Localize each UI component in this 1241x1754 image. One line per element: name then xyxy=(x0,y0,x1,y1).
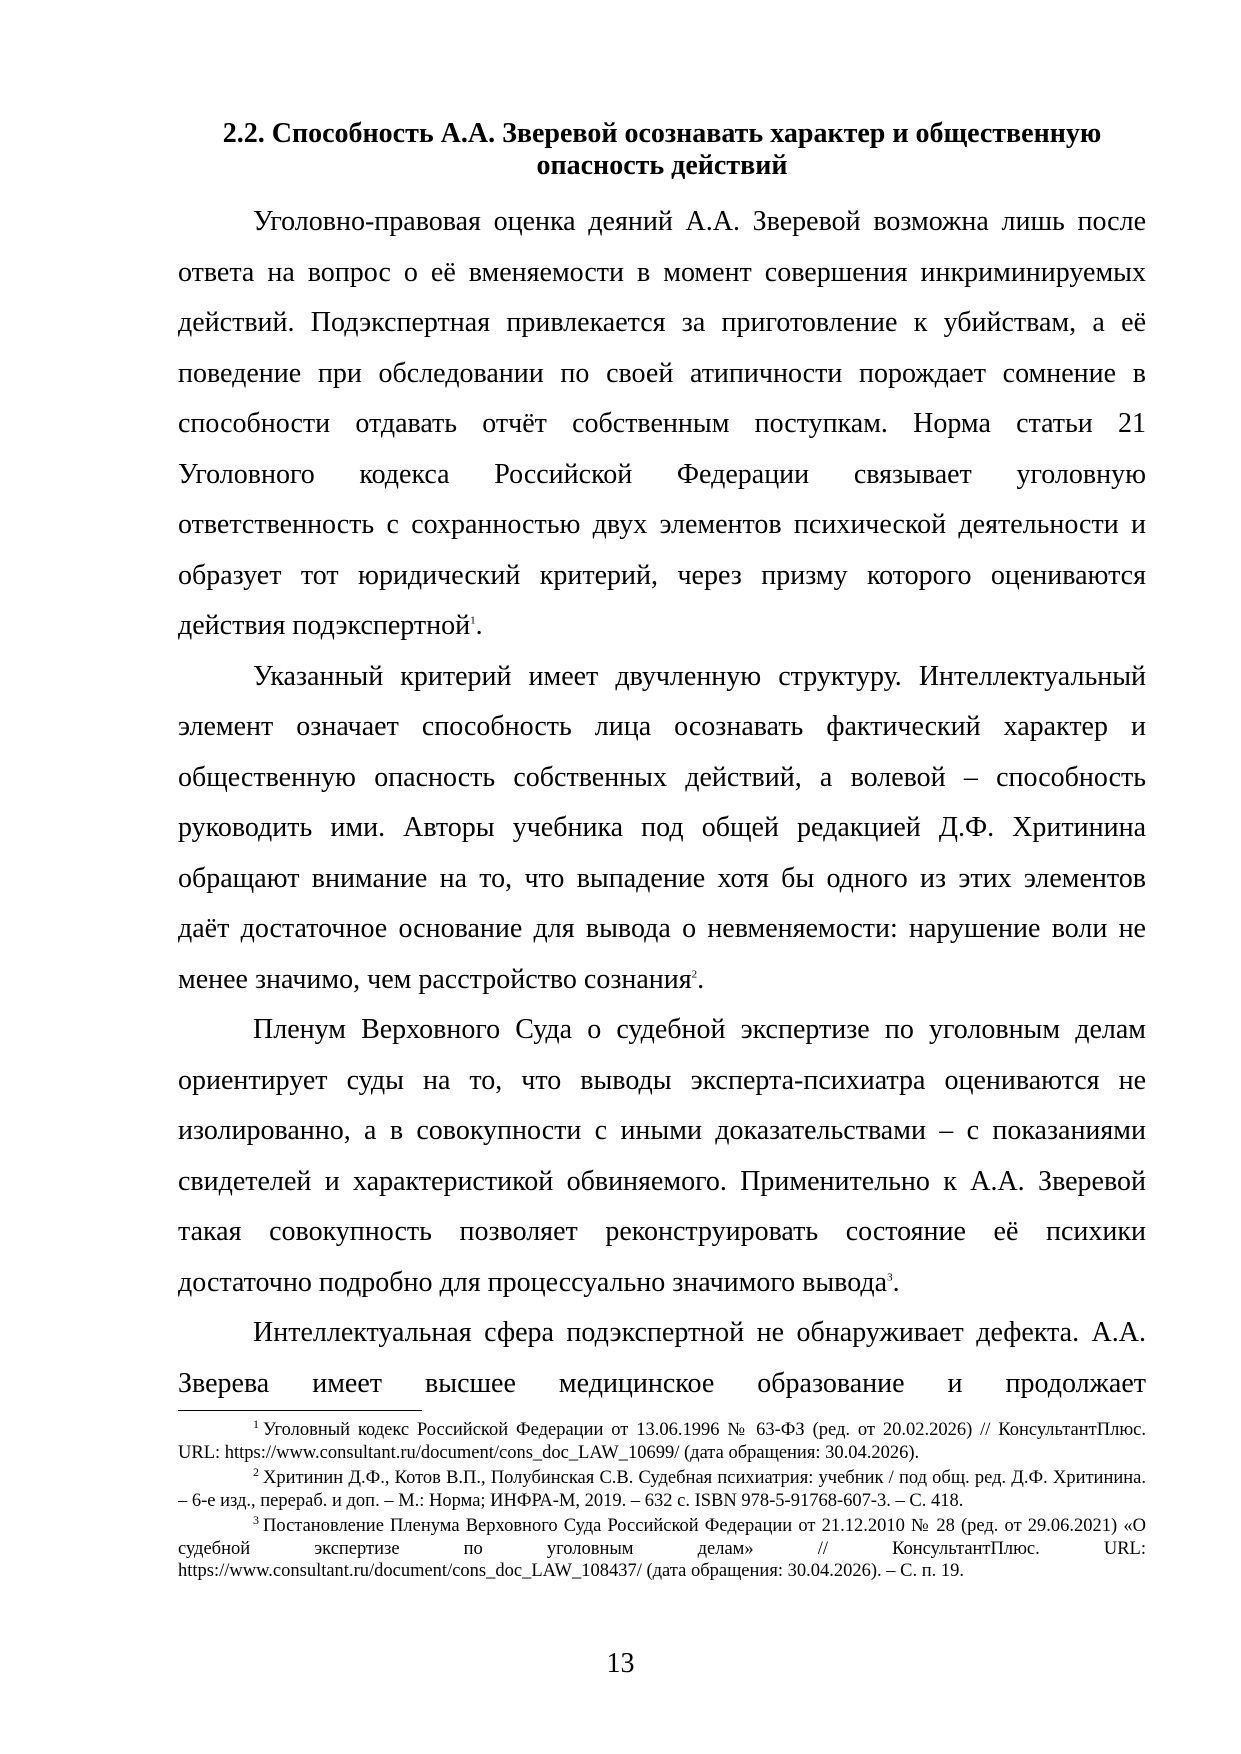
footnote-3 xyxy=(178,1512,1146,1583)
footnote-1 xyxy=(178,1416,1146,1464)
footnote-separator xyxy=(178,1410,422,1411)
footnote-2 xyxy=(178,1464,1146,1512)
paragraph-text: Пленум Верховного Суда о судебной экспертизе по уголовным делам ориентирует суды на то, что выводы эксперта-психиатра оцениваются не изолированно, а в совокупности с иными доказательствами – с показаниями свидетелей и характеристикой обвиняемого. Применительно к А.А. Зверевой такая совокупность позволяет реконструировать состояние её психики достаточно подробно для процессуально значимого вывода xyxy=(178,1014,1146,1298)
footnote-text: Хритинин Д.Ф., Котов В.П., Полубинская С.В. Судебная психиатрия: учебник / под общ. ред. Д.Ф. Хритинина. – 6-е изд., перераб. и доп. – М.: Норма; ИНФРА-М, 2019. – 632 с. ISBN 978-5-91768-607-3. – С. 418. xyxy=(178,1468,1146,1511)
paragraph-text: Указанный критерий имеет двучленную структуру. Интеллектуальный элемент означает способность лица осознавать фактический характер и общественную опасность собственных действий, а волевой – способность руководить ими. Авторы учебника под общей редакцией Д.Ф. Хритинина обращают внимание на то, что выпадение хотя бы одного из этих элементов даёт достаточное основание для вывода о невменяемости: нарушение воли не менее значимо, чем расстройство сознания xyxy=(178,660,1146,995)
page-number: 13 xyxy=(606,1648,635,1679)
section-heading xyxy=(178,118,1146,182)
paragraph-text: Интеллектуальная сфера подэкспертной не обнаруживает дефекта. А.А. Зверева имеет высшее медицинское образование и продолжает xyxy=(178,1317,1146,1399)
section-heading-line-1: 2.2. Способность А.А. Зверевой осознавать характер и общественную xyxy=(222,118,1102,149)
footnotes xyxy=(178,1416,1146,1586)
section-heading-line-2: опасность действий xyxy=(536,150,788,181)
footnote-text: Постановление Пленума Верховного Суда Российской Федерации от 21.12.2010 № 28 (ред. от 29.06.2021) «О судебной экспертизе по уголовным делам» // КонсультантПлюс. URL: https://www.consultant.ru/document/cons_doc_LAW_108437/ (дата обращения: 30.04.2026). – С. п. 19. xyxy=(178,1516,1146,1581)
footnote-text: Уголовный кодекс Российской Федерации от 13.06.1996 № 63-ФЗ (ред. от 20.02.2026) // КонсультантПлюс. URL: https://www.consultant.ru/document/cons_doc_LAW_10699/ (дата обращения: 30.04.2026). xyxy=(178,1420,1146,1463)
paragraph-end: . xyxy=(697,963,705,995)
footnote-number: 2 xyxy=(253,1464,259,1479)
footnote-number: 3 xyxy=(253,1512,259,1527)
paragraph-end: . xyxy=(475,610,483,641)
footnote-ref-1: 1 xyxy=(470,614,476,627)
body-text xyxy=(178,197,1146,1409)
paragraph-2 xyxy=(178,652,1146,1006)
paragraph-1 xyxy=(178,197,1146,652)
paragraph-3 xyxy=(178,1005,1146,1308)
paragraph-text: Уголовно-правовая оценка деяний А.А. Зверевой возможна лишь после ответа на вопрос о её вменяемости в момент совершения инкриминируемых действий. Подэкспертная привлекается за приготовление к убийствам, а её поведение при обследовании по своей атипичности порождает сомнение в способности отдавать отчёт собственным поступкам. Норма статьи 21 Уголовного кодекса Российской Федерации связывает уголовную ответственность с сохранностью двух элементов психической деятельности и образует тот юридический критерий, через призму которого оцениваются действия подэкспертной xyxy=(178,206,1146,641)
paragraph-end: . xyxy=(892,1266,900,1298)
paragraph-4 xyxy=(178,1308,1146,1409)
footnote-ref-2: 2 xyxy=(691,968,698,981)
footnote-number: 1 xyxy=(253,1416,259,1431)
footnote-ref-3: 3 xyxy=(887,1271,893,1284)
